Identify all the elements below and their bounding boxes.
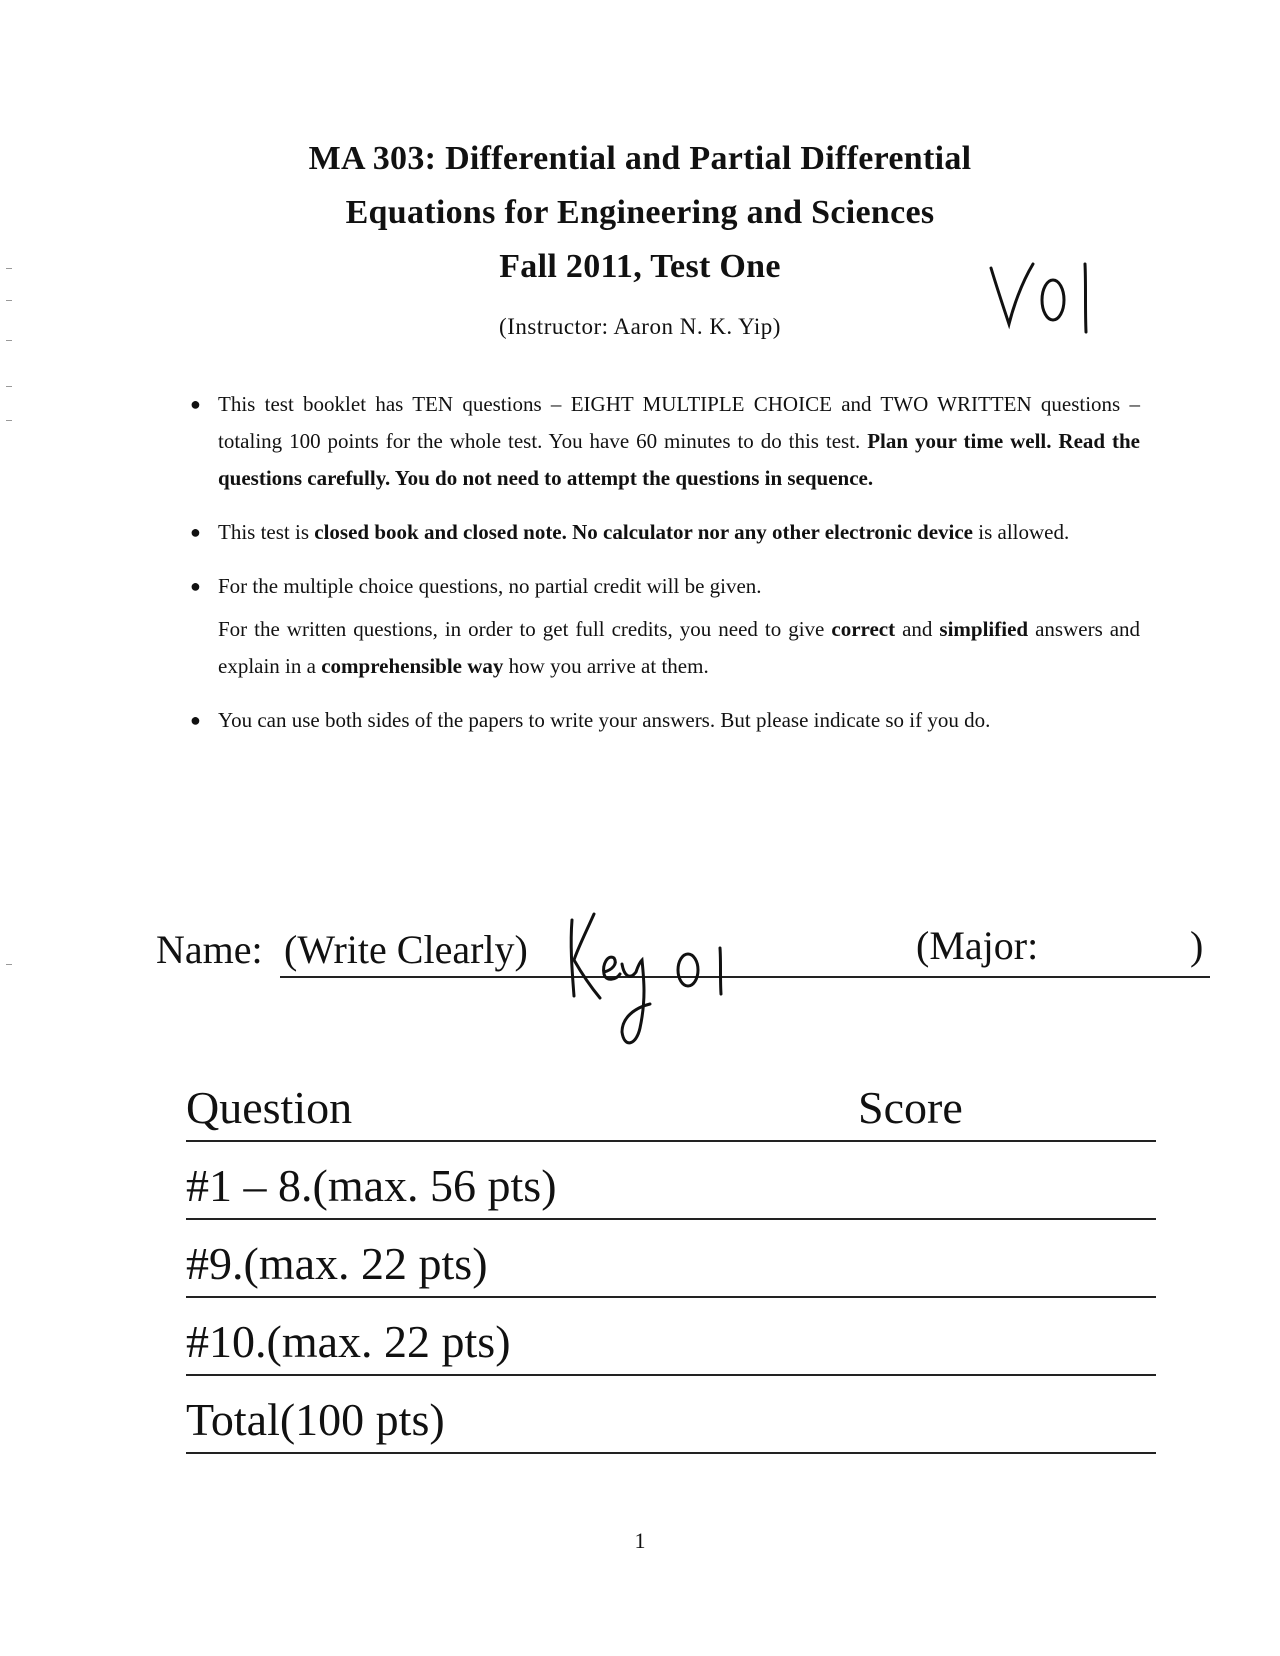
question-column-header: Question [186, 1082, 353, 1133]
name-label: Name: [156, 927, 263, 972]
bullet-icon: ● [190, 522, 201, 542]
instruction-item [180, 386, 1140, 497]
question-cell: #10.(max. 22 pts) [186, 1316, 511, 1367]
course-title-line1: MA 303: Differential and Partial Differential [308, 140, 972, 177]
name-hint: (Write Clearly) [284, 927, 528, 972]
scan-mark [6, 340, 12, 341]
instruction-emphasis: correct [831, 617, 896, 641]
instruction-text: answers and explain in a [218, 617, 1141, 678]
question-cell: Total(100 pts) [186, 1394, 445, 1445]
scan-mark [6, 420, 12, 421]
scan-mark [6, 300, 12, 301]
course-title-line2: Equations for Engineering and Sciences [345, 194, 935, 231]
instruction-text: For the written questions, in order to get full credits, you need to give [218, 617, 825, 641]
bullet-icon: ● [190, 576, 201, 596]
page-number: 1 [634, 1528, 646, 1553]
instruction-text: This test booklet has TEN questions – EIGHT MULTIPLE CHOICE and TWO WRITTEN questions – totaling 100 points for the whole test. You have 60 minutes to do this test. [218, 392, 1140, 453]
scan-mark [6, 964, 12, 965]
handwritten-version-mark [985, 258, 1105, 338]
score-table-header [186, 1064, 1156, 1142]
bullet-icon: ● [190, 394, 201, 414]
table-row [186, 1298, 1156, 1376]
instruction-emphasis: simplified [939, 617, 1029, 641]
table-row [186, 1142, 1156, 1220]
instruction-text: and [902, 617, 933, 641]
test-title: Fall 2011, Test One [499, 248, 781, 285]
handwritten-name-key [560, 900, 760, 1060]
score-column-header: Score [858, 1082, 963, 1133]
instruction-emphasis: closed book and closed note. No calculator nor any other electronic device [314, 520, 973, 544]
instruction-emphasis: Plan your time well. Read the questions carefully. You do not need to attempt the questions in sequence. [218, 429, 1140, 490]
instruction-emphasis: comprehensible way [321, 654, 504, 678]
instruction-text: is allowed. [978, 520, 1070, 544]
major-close-paren: ) [1190, 923, 1204, 968]
bullet-icon: ● [190, 710, 201, 730]
instructor-line: (Instructor: Aaron N. K. Yip) [499, 314, 781, 339]
instruction-text: For the multiple choice questions, no partial credit will be given. [218, 574, 762, 598]
major-label: (Major: [916, 923, 1039, 968]
table-row [186, 1220, 1156, 1298]
instruction-item [180, 702, 1140, 739]
instruction-text: This test is [218, 520, 310, 544]
score-table [186, 1064, 1156, 1454]
table-row [186, 1376, 1156, 1454]
instruction-text: You can use both sides of the papers to write your answers. But please indicate so if you do. [218, 708, 991, 732]
instruction-item [180, 568, 1140, 685]
question-cell: #1 – 8.(max. 56 pts) [186, 1160, 557, 1211]
scan-mark [6, 386, 12, 387]
instructions-list [180, 386, 1140, 756]
question-cell: #9.(max. 22 pts) [186, 1238, 488, 1289]
instruction-item [180, 514, 1140, 551]
instruction-text: how you arrive at them. [508, 654, 709, 678]
